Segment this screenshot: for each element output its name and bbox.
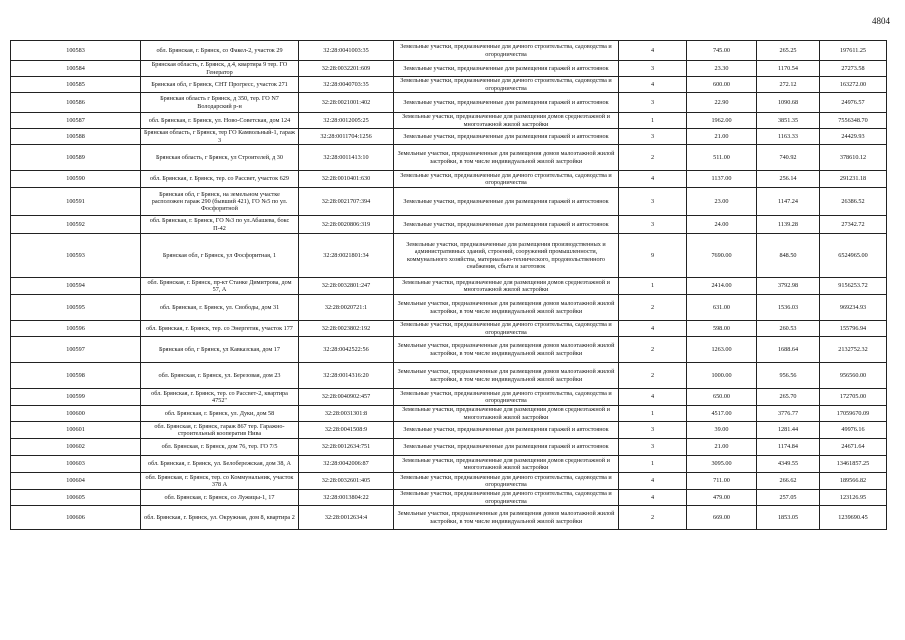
land-purpose-cell: Земельные участки, предназначенные для размещения домов малоэтажной жилой застройки, в том числе индивидуальной жилой застройки: [394, 145, 619, 171]
group-cell: 3: [619, 61, 687, 77]
land-purpose-cell: Земельные участки, предназначенные для дачного строительства, садоводства и огородничества: [394, 490, 619, 506]
record-id: 100606: [11, 506, 141, 530]
table-row: [11, 145, 887, 171]
cadastral-value-cell: 189566.82: [820, 473, 887, 490]
area-cell: 1263.00: [687, 337, 757, 363]
table-row: [11, 321, 887, 337]
group-cell: 2: [619, 363, 687, 389]
address-cell: Брянская область, г Брянск, ул Строителей, д 30: [141, 145, 299, 171]
address-cell: обл. Брянская, г. Брянск, пр-кт Станке Димитрова, дом 57, А: [141, 278, 299, 295]
group-cell: 3: [619, 129, 687, 145]
table-row: [11, 113, 887, 129]
address-cell: Брянская область г Брянск, д 350, тер. ГО N7 Володарский р-н: [141, 93, 299, 113]
table-row: [11, 406, 887, 422]
address-cell: обл. Брянская, г. Брянск, дом 76, тер. ГО 7/5: [141, 439, 299, 456]
land-purpose-cell: Земельные участки, предназначенные для размещения домов малоэтажной жилой застройки, в том числе индивидуальной жилой застройки: [394, 337, 619, 363]
unit-value-cell: 256.14: [757, 171, 820, 188]
record-id: 100605: [11, 490, 141, 506]
unit-value-cell: 3776.77: [757, 406, 820, 422]
cadastral-number-cell: 32:28:0014316:20: [299, 363, 394, 389]
address-cell: Брянская обл, г Брянск, СНТ Прогресс, участок 271: [141, 77, 299, 93]
group-cell: 3: [619, 422, 687, 439]
area-cell: 7690.00: [687, 234, 757, 278]
unit-value-cell: 272.12: [757, 77, 820, 93]
land-purpose-cell: Земельные участки, предназначенные для дачного строительства, садоводства и огородничества: [394, 389, 619, 406]
table-row: [11, 129, 887, 145]
cadastral-value-cell: 27273.58: [820, 61, 887, 77]
record-id: 100591: [11, 188, 141, 216]
cadastral-number-cell: 32:28:0013804:22: [299, 490, 394, 506]
table-row: [11, 295, 887, 321]
cadastral-number-cell: 32:28:0012634:4: [299, 506, 394, 530]
record-id: 100602: [11, 439, 141, 456]
group-cell: 1: [619, 278, 687, 295]
address-cell: Брянская обл, г Брянск, на земельном участке расположен гараж 290 (бывший 421), ГО №5 по ул. Фосфоритной: [141, 188, 299, 216]
group-cell: 2: [619, 145, 687, 171]
land-purpose-cell: Земельные участки, предназначенные для размещения гаражей и автостоянок: [394, 129, 619, 145]
unit-value-cell: 1853.05: [757, 506, 820, 530]
cadastral-number-cell: 32:28:0041003:35: [299, 41, 394, 61]
area-cell: 600.00: [687, 77, 757, 93]
cadastral-number-cell: 32:28:0011704:1256: [299, 129, 394, 145]
land-purpose-cell: Земельные участки, предназначенные для размещения гаражей и автостоянок: [394, 216, 619, 234]
cadastral-number-cell: 32:28:0021001:402: [299, 93, 394, 113]
unit-value-cell: 1147.24: [757, 188, 820, 216]
address-cell: обл. Брянская, г. Брянск, ул. Дуки, дом 58: [141, 406, 299, 422]
cadastral-value-cell: 956560.00: [820, 363, 887, 389]
record-id: 100583: [11, 41, 141, 61]
cadastral-number-cell: 32:28:0032201:609: [299, 61, 394, 77]
table-row: [11, 439, 887, 456]
cadastral-value-cell: 2132752.32: [820, 337, 887, 363]
land-purpose-cell: Земельные участки, предназначенные для размещения домов малоэтажной жилой застройки, в том числе индивидуальной жилой застройки: [394, 363, 619, 389]
area-cell: 2414.00: [687, 278, 757, 295]
unit-value-cell: 1536.03: [757, 295, 820, 321]
unit-value-cell: 1688.64: [757, 337, 820, 363]
land-purpose-cell: Земельные участки, предназначенные для размещения домов среднеэтажной и многоэтажной жилой застройки: [394, 278, 619, 295]
table-row: [11, 41, 887, 61]
address-cell: обл. Брянская, г. Брянск, ул. Окружная, дом 8, квартира 2: [141, 506, 299, 530]
land-purpose-cell: Земельные участки, предназначенные для размещения гаражей и автостоянок: [394, 439, 619, 456]
cadastral-number-cell: 32:28:0032801:247: [299, 278, 394, 295]
cadastral-number-cell: 32:28:0011413:10: [299, 145, 394, 171]
table-row: [11, 188, 887, 216]
record-id: 100590: [11, 171, 141, 188]
group-cell: 4: [619, 389, 687, 406]
unit-value-cell: 3792.98: [757, 278, 820, 295]
group-cell: 2: [619, 337, 687, 363]
area-cell: 4517.00: [687, 406, 757, 422]
address-cell: обл. Брянская, г. Брянск, тер. со Коммунальник, участок 378 А: [141, 473, 299, 490]
cadastral-number-cell: 32:28:0010401:630: [299, 171, 394, 188]
address-cell: Брянская обл, г Брянск, ул Фосфоритная, 1: [141, 234, 299, 278]
address-cell: обл. Брянская, г. Брянск, со Факел-2, участок 29: [141, 41, 299, 61]
cadastral-number-cell: 32:28:0042522:56: [299, 337, 394, 363]
cadastral-number-cell: 32:28:0031301:8: [299, 406, 394, 422]
area-cell: 39.00: [687, 422, 757, 439]
table-row: [11, 77, 887, 93]
address-cell: обл. Брянская, г. Брянск, гараж 867 тер. Гаражно-строительный кооператив Нива: [141, 422, 299, 439]
cadastral-value-cell: 378610.12: [820, 145, 887, 171]
land-purpose-cell: Земельные участки, предназначенные для размещения домов среднеэтажной и многоэтажной жилой застройки: [394, 456, 619, 473]
record-id: 100586: [11, 93, 141, 113]
cadastral-value-cell: 49976.16: [820, 422, 887, 439]
unit-value-cell: 740.92: [757, 145, 820, 171]
land-purpose-cell: Земельные участки, предназначенные для размещения домов среднеэтажной и многоэтажной жилой застройки: [394, 406, 619, 422]
area-cell: 745.00: [687, 41, 757, 61]
address-cell: Брянская обл, г Брянск, ул Кавказская, дом 17: [141, 337, 299, 363]
area-cell: 24.00: [687, 216, 757, 234]
group-cell: 4: [619, 321, 687, 337]
table-row: [11, 456, 887, 473]
cadastral-value-cell: 172705.00: [820, 389, 887, 406]
cadastral-number-cell: 32:28:0020806:319: [299, 216, 394, 234]
cadastral-value-cell: 26386.52: [820, 188, 887, 216]
group-cell: 1: [619, 456, 687, 473]
table-row: [11, 363, 887, 389]
cadastral-number-cell: 32:28:0020721:1: [299, 295, 394, 321]
unit-value-cell: 1170.54: [757, 61, 820, 77]
table-row: [11, 490, 887, 506]
area-cell: 22.90: [687, 93, 757, 113]
record-id: 100604: [11, 473, 141, 490]
group-cell: 4: [619, 77, 687, 93]
land-purpose-cell: Земельные участки, предназначенные для размещения домов малоэтажной жилой застройки, в том числе индивидуальной жилой застройки: [394, 295, 619, 321]
address-cell: обл. Брянская, г. Брянск, тер. со Рассвет, участок 629: [141, 171, 299, 188]
address-cell: обл. Брянская, г. Брянск, ул. Березовая, дом 23: [141, 363, 299, 389]
area-cell: 3095.00: [687, 456, 757, 473]
cadastral-value-cell: 7556348.70: [820, 113, 887, 129]
unit-value-cell: 3851.35: [757, 113, 820, 129]
area-cell: 1962.00: [687, 113, 757, 129]
area-cell: 23.30: [687, 61, 757, 77]
address-cell: обл. Брянская, г. Брянск, тер. со Рассвет-2, квартира 4752": [141, 389, 299, 406]
unit-value-cell: 1139.28: [757, 216, 820, 234]
cadastral-value-cell: 24671.64: [820, 439, 887, 456]
area-cell: 1137.00: [687, 171, 757, 188]
land-purpose-cell: Земельные участки, предназначенные для размещения домов малоэтажной жилой застройки, в том числе индивидуальной жилой застройки: [394, 506, 619, 530]
address-cell: Брянская область, г. Брянск, д.4, квартира 9 тер. ГО Генератор: [141, 61, 299, 77]
table-row: [11, 278, 887, 295]
group-cell: 1: [619, 113, 687, 129]
address-cell: Брянская область, г Брянск, тер ГО Камвольный-1, гараж 3: [141, 129, 299, 145]
land-purpose-cell: Земельные участки, предназначенные для дачного строительства, садоводства и огородничества: [394, 77, 619, 93]
land-purpose-cell: Земельные участки, предназначенные для размещения гаражей и автостоянок: [394, 188, 619, 216]
land-purpose-cell: Земельные участки, предназначенные для дачного строительства, садоводства и огородничества: [394, 41, 619, 61]
address-cell: обл. Брянская, г. Брянск, ул. Ново-Советская, дом 124: [141, 113, 299, 129]
table-row: [11, 337, 887, 363]
land-purpose-cell: Земельные участки, предназначенные для размещения домов среднеэтажной и многоэтажной жилой застройки: [394, 113, 619, 129]
group-cell: 9: [619, 234, 687, 278]
group-cell: 4: [619, 473, 687, 490]
area-cell: 711.00: [687, 473, 757, 490]
table-row: [11, 171, 887, 188]
record-id: 100596: [11, 321, 141, 337]
table-row: [11, 473, 887, 490]
cadastral-number-cell: 32:28:0041508:9: [299, 422, 394, 439]
cadastral-registry-table: [10, 40, 887, 530]
address-cell: обл. Брянская, г. Брянск, со Лужицы-1, 17: [141, 490, 299, 506]
table-row: [11, 216, 887, 234]
unit-value-cell: 956.56: [757, 363, 820, 389]
unit-value-cell: 257.05: [757, 490, 820, 506]
group-cell: 1: [619, 406, 687, 422]
unit-value-cell: 1163.33: [757, 129, 820, 145]
cadastral-number-cell: 32:28:0042006:87: [299, 456, 394, 473]
table-row: [11, 506, 887, 530]
group-cell: 3: [619, 188, 687, 216]
page-number: 4804: [872, 16, 890, 26]
record-id: 100598: [11, 363, 141, 389]
cadastral-value-cell: 24976.57: [820, 93, 887, 113]
cadastral-number-cell: 32:28:0012634:751: [299, 439, 394, 456]
group-cell: 4: [619, 171, 687, 188]
record-id: 100593: [11, 234, 141, 278]
cadastral-number-cell: 32:28:0040902:457: [299, 389, 394, 406]
record-id: 100594: [11, 278, 141, 295]
area-cell: 1000.00: [687, 363, 757, 389]
group-cell: 3: [619, 439, 687, 456]
unit-value-cell: 265.25: [757, 41, 820, 61]
record-id: 100603: [11, 456, 141, 473]
land-purpose-cell: Земельные участки, предназначенные для дачного строительства, садоводства и огородничества: [394, 321, 619, 337]
cadastral-number-cell: 32:28:0012005:25: [299, 113, 394, 129]
land-purpose-cell: Земельные участки, предназначенные для дачного строительства, садоводства и огородничества: [394, 473, 619, 490]
record-id: 100600: [11, 406, 141, 422]
cadastral-number-cell: 32:28:0021707:394: [299, 188, 394, 216]
cadastral-number-cell: 32:28:0032601:405: [299, 473, 394, 490]
area-cell: 669.00: [687, 506, 757, 530]
record-id: 100592: [11, 216, 141, 234]
area-cell: 23.00: [687, 188, 757, 216]
record-id: 100597: [11, 337, 141, 363]
record-id: 100599: [11, 389, 141, 406]
cadastral-value-cell: 9156253.72: [820, 278, 887, 295]
table-row: [11, 93, 887, 113]
group-cell: 2: [619, 506, 687, 530]
cadastral-value-cell: 24429.93: [820, 129, 887, 145]
area-cell: 598.00: [687, 321, 757, 337]
group-cell: 3: [619, 93, 687, 113]
unit-value-cell: 1090.68: [757, 93, 820, 113]
unit-value-cell: 1281.44: [757, 422, 820, 439]
group-cell: 4: [619, 41, 687, 61]
unit-value-cell: 266.62: [757, 473, 820, 490]
table-row: [11, 422, 887, 439]
cadastral-number-cell: 32:28:0021801:34: [299, 234, 394, 278]
unit-value-cell: 265.70: [757, 389, 820, 406]
cadastral-value-cell: 197611.25: [820, 41, 887, 61]
cadastral-value-cell: 27342.72: [820, 216, 887, 234]
record-id: 100589: [11, 145, 141, 171]
unit-value-cell: 1174.84: [757, 439, 820, 456]
land-purpose-cell: Земельные участки, предназначенные для размещения гаражей и автостоянок: [394, 93, 619, 113]
address-cell: обл. Брянская, г. Брянск, ул. Белобережская, дом 38, А: [141, 456, 299, 473]
table-row: [11, 389, 887, 406]
area-cell: 479.00: [687, 490, 757, 506]
area-cell: 511.00: [687, 145, 757, 171]
address-cell: обл. Брянская, г. Брянск, ул. Свободы, дом 31: [141, 295, 299, 321]
land-purpose-cell: Земельные участки, предназначенные для дачного строительства, садоводства и огородничества: [394, 171, 619, 188]
table-row: [11, 61, 887, 77]
registry-body: [11, 41, 887, 530]
record-id: 100584: [11, 61, 141, 77]
cadastral-number-cell: 32:28:0040703:35: [299, 77, 394, 93]
land-purpose-cell: Земельные участки, предназначенные для размещения производственных и административных зданий, строений, сооружений промышленности, коммунального хозяйства, материально-технического, продовольственного снабжения, сбыта и заготовок: [394, 234, 619, 278]
cadastral-value-cell: 291231.18: [820, 171, 887, 188]
land-purpose-cell: Земельные участки, предназначенные для размещения гаражей и автостоянок: [394, 422, 619, 439]
cadastral-value-cell: 123126.95: [820, 490, 887, 506]
address-cell: обл. Брянская, г. Брянск, ГО №3 по ул.Абашева, бокс П-42: [141, 216, 299, 234]
cadastral-value-cell: 155796.94: [820, 321, 887, 337]
address-cell: обл. Брянская, г. Брянск, тер. со Энергетик, участок 177: [141, 321, 299, 337]
record-id: 100595: [11, 295, 141, 321]
unit-value-cell: 260.53: [757, 321, 820, 337]
cadastral-number-cell: 32:28:0023802:192: [299, 321, 394, 337]
cadastral-value-cell: 969234.93: [820, 295, 887, 321]
cadastral-value-cell: 1239690.45: [820, 506, 887, 530]
area-cell: 650.00: [687, 389, 757, 406]
group-cell: 2: [619, 295, 687, 321]
group-cell: 4: [619, 490, 687, 506]
unit-value-cell: 4349.55: [757, 456, 820, 473]
area-cell: 21.00: [687, 439, 757, 456]
area-cell: 631.00: [687, 295, 757, 321]
record-id: 100585: [11, 77, 141, 93]
group-cell: 3: [619, 216, 687, 234]
cadastral-value-cell: 6524965.00: [820, 234, 887, 278]
cadastral-value-cell: 163272.00: [820, 77, 887, 93]
record-id: 100588: [11, 129, 141, 145]
unit-value-cell: 848.50: [757, 234, 820, 278]
land-purpose-cell: Земельные участки, предназначенные для размещения гаражей и автостоянок: [394, 61, 619, 77]
cadastral-value-cell: 13461857.25: [820, 456, 887, 473]
record-id: 100587: [11, 113, 141, 129]
table-row: [11, 234, 887, 278]
cadastral-value-cell: 17059670.09: [820, 406, 887, 422]
area-cell: 21.00: [687, 129, 757, 145]
record-id: 100601: [11, 422, 141, 439]
